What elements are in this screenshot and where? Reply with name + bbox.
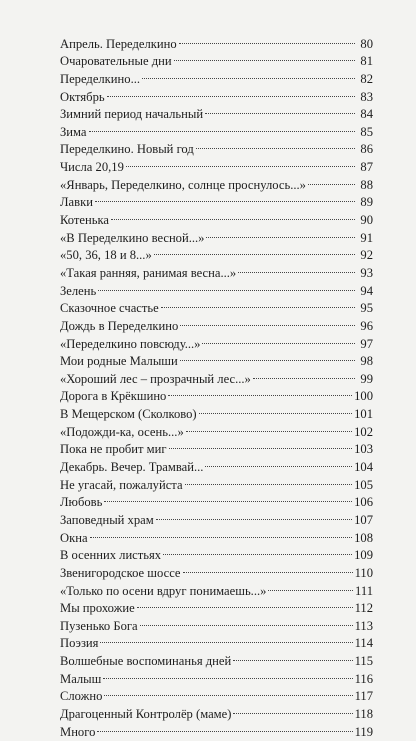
toc-dot-leader [104, 683, 352, 701]
toc-entry-title: «Такая ранняя, ранимая весна...» [60, 265, 237, 280]
toc-entry-title: «Только по осени вдруг понимаешь...» [60, 583, 267, 598]
toc-dot-leader [100, 630, 352, 648]
toc-entry-page-number: 104 [354, 460, 373, 475]
toc-entry-page-number: 109 [354, 548, 373, 563]
toc-dot-leader [308, 171, 355, 189]
toc-entry [60, 118, 373, 139]
toc-dot-leader [206, 224, 355, 242]
toc-entry-page-number: 98 [360, 354, 373, 369]
toc-entry-title: «50, 36, 18 и 8...» [60, 248, 152, 263]
toc-entry-page-number: 80 [360, 36, 373, 51]
toc-dot-leader [180, 312, 355, 330]
toc-entry-title: Переделкино. Новый год [60, 142, 194, 157]
toc-entry-page-number: 114 [354, 636, 373, 651]
toc-entry-title: Мы прохожие [60, 601, 135, 616]
toc-entry-page-number: 111 [355, 583, 373, 598]
toc-entry [60, 665, 373, 686]
toc-entry-page-number: 112 [354, 601, 373, 616]
toc-entry-page-number: 119 [354, 724, 373, 739]
toc-entry-title: Драгоценный Контролёр (маме) [60, 706, 232, 721]
toc-entry-title: Переделкино... [60, 71, 141, 86]
toc-entry-title: «Переделкино повсюду...» [60, 336, 201, 351]
toc-entry-title: Любовь [60, 495, 103, 510]
toc-entry-title: Пузенько Бога [60, 618, 138, 633]
toc-dot-leader [90, 524, 353, 542]
toc-entry-title: Декабрь. Вечер. Трамвай... [60, 460, 204, 475]
toc-dot-leader [142, 65, 355, 83]
toc-entry-page-number: 91 [360, 230, 373, 245]
toc-entry-page-number: 107 [354, 512, 373, 527]
toc-entry-page-number: 106 [354, 495, 373, 510]
toc-entry [60, 295, 373, 316]
toc-entry-page-number: 84 [360, 107, 373, 122]
toc-dot-leader [233, 700, 352, 718]
toc-entry [60, 683, 373, 704]
toc-dot-leader [268, 577, 353, 595]
toc-entry-title: Сложно [60, 689, 103, 704]
toc-dot-leader [186, 418, 352, 436]
toc-entry-page-number: 115 [354, 654, 373, 669]
toc-entry-title: Дождь в Переделкино [60, 318, 179, 333]
toc-entry-page-number: 102 [354, 424, 373, 439]
toc-dot-leader [168, 383, 352, 401]
toc-dot-leader [97, 718, 352, 736]
toc-dot-leader [154, 242, 355, 260]
toc-entry-title: Числа 20,19 [60, 160, 124, 175]
toc-entry-title: Апрель. Переделкино [60, 36, 177, 51]
toc-dot-leader [199, 400, 352, 418]
toc-dot-leader [156, 506, 352, 524]
toc-dot-leader [161, 295, 355, 313]
toc-entry [60, 542, 373, 563]
toc-entry-title: Звенигородское шоссе [60, 565, 181, 580]
toc-dot-leader [163, 542, 352, 560]
toc-dot-leader [98, 277, 355, 295]
toc-entry [60, 700, 373, 721]
toc-entry [60, 206, 373, 228]
toc-entry-page-number: 116 [354, 671, 373, 686]
toc-entry-title: Много [60, 724, 96, 739]
toc-dot-leader [205, 453, 352, 471]
toc-entry-title: Пока не пробит миг [60, 442, 167, 457]
toc-entry [60, 718, 373, 739]
toc-entry-page-number: 95 [360, 301, 373, 316]
toc-dot-leader [185, 471, 353, 489]
toc-dot-leader [95, 189, 355, 207]
toc-entry-page-number: 88 [360, 177, 373, 192]
toc-dot-leader [179, 30, 355, 48]
toc-entry [60, 189, 373, 210]
table-of-contents [60, 30, 373, 739]
toc-dot-leader [183, 559, 353, 577]
toc-entry-page-number: 82 [360, 71, 373, 86]
toc-entry-title: Дорога в Крёкшино [60, 389, 167, 404]
toc-entry-page-number: 99 [360, 371, 373, 386]
toc-entry-page-number: 81 [360, 54, 373, 69]
toc-dot-leader [202, 330, 355, 348]
toc-entry [60, 489, 373, 510]
toc-entry-title: «Хороший лес – прозрачный лес...» [60, 371, 251, 386]
toc-dot-leader [89, 118, 355, 136]
toc-entry [60, 83, 373, 104]
toc-entry [60, 101, 373, 122]
toc-entry-title: Котенька [60, 213, 109, 228]
toc-entry-page-number: 93 [360, 265, 373, 280]
toc-dot-leader [107, 83, 355, 101]
toc-entry-title: Октябрь [60, 89, 105, 104]
toc-entry-page-number: 83 [360, 89, 373, 104]
toc-entry-title: Сказочное счастье [60, 301, 159, 316]
toc-entry [60, 524, 373, 545]
toc-entry [60, 277, 373, 298]
toc-entry [60, 30, 373, 51]
toc-entry [60, 136, 373, 157]
toc-entry [60, 630, 373, 651]
toc-entry-title: В Мещерском (Сколково) [60, 407, 197, 422]
toc-entry-page-number: 101 [354, 407, 373, 422]
toc-dot-leader [126, 153, 355, 171]
toc-entry-title: Волшебные воспоминанья дней [60, 654, 232, 669]
toc-dot-leader [233, 647, 352, 665]
toc-dot-leader [169, 436, 353, 454]
toc-entry-page-number: 100 [354, 389, 373, 404]
toc-dot-leader [140, 612, 353, 630]
toc-entry-title: Зелень [60, 283, 97, 298]
toc-dot-leader [205, 101, 355, 119]
toc-dot-leader [137, 595, 353, 613]
toc-dot-leader [103, 665, 352, 683]
toc-dot-leader [253, 365, 355, 383]
toc-entry-page-number: 90 [360, 213, 373, 228]
toc-entry-page-number: 89 [360, 195, 373, 210]
toc-entry-title: Поэзия [60, 636, 99, 651]
toc-entry-page-number: 118 [354, 706, 373, 721]
toc-entry-title: «Подожди-ка, осень...» [60, 424, 184, 439]
toc-entry-title: Лавки [60, 195, 93, 210]
toc-entry-page-number: 86 [360, 142, 373, 157]
toc-dot-leader [174, 48, 355, 66]
toc-entry [60, 506, 373, 527]
toc-dot-leader [111, 206, 355, 224]
toc-entry-title: Зима [60, 124, 87, 139]
toc-entry-page-number: 117 [354, 689, 373, 704]
toc-entry-page-number: 105 [354, 477, 373, 492]
toc-entry-title: «В Переделкино весной...» [60, 230, 205, 245]
toc-entry [60, 647, 373, 669]
toc-dot-leader [196, 136, 355, 154]
toc-entry-page-number: 97 [360, 336, 373, 351]
toc-entry-page-number: 110 [354, 565, 373, 580]
toc-dot-leader [104, 489, 352, 507]
toc-entry-page-number: 108 [354, 530, 373, 545]
toc-entry-page-number: 85 [360, 124, 373, 139]
toc-entry-title: Мои родные Малыши [60, 354, 178, 369]
toc-entry-page-number: 87 [360, 160, 373, 175]
toc-entry-title: Не угасай, пожалуйста [60, 477, 183, 492]
toc-entry-page-number: 113 [354, 618, 373, 633]
toc-entry-title: Очаровательные дни [60, 54, 172, 69]
toc-entry-title: Зимний период начальный [60, 107, 204, 122]
toc-entry-title: «Январь, Переделкино, солнце проснулось...» [60, 177, 306, 192]
toc-entry-title: В осенних листьях [60, 548, 162, 563]
toc-dot-leader [180, 348, 355, 366]
toc-entry-page-number: 94 [360, 283, 373, 298]
toc-entry-page-number: 103 [354, 442, 373, 457]
toc-entry-title: Заповедный храм [60, 512, 154, 527]
toc-entry-title: Окна [60, 530, 88, 545]
toc-dot-leader [238, 259, 355, 277]
toc-entry-page-number: 96 [360, 318, 373, 333]
toc-entry-title: Малыш [60, 671, 102, 686]
toc-entry-page-number: 92 [360, 248, 373, 263]
